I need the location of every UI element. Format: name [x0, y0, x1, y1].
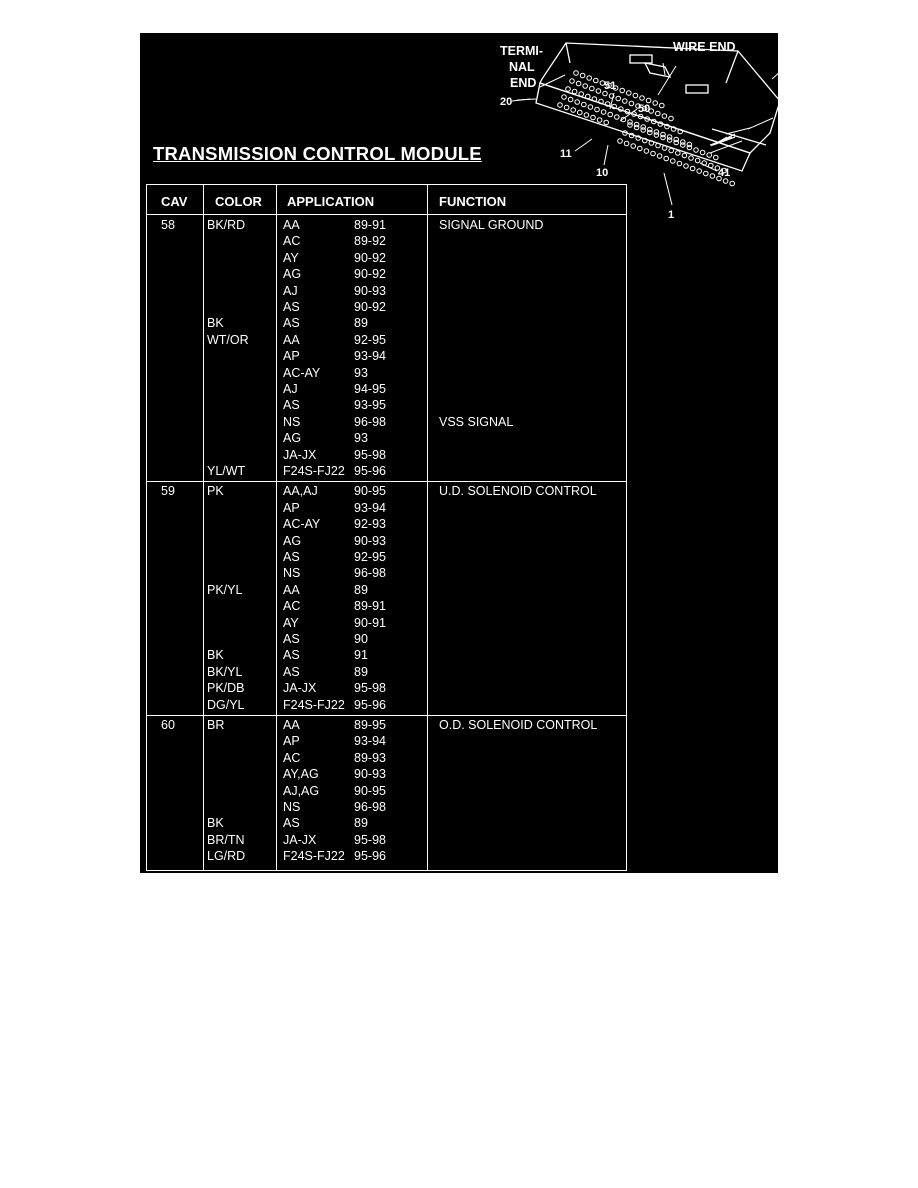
- model-years: 89-93: [354, 750, 386, 765]
- pin-dot: [687, 145, 692, 150]
- pin-dot: [634, 125, 639, 130]
- model-years: 95-98: [354, 447, 386, 462]
- application-code: JA-JX: [283, 447, 317, 462]
- wire-color: BK: [207, 316, 224, 331]
- pin-dot: [564, 105, 569, 110]
- wire-color: YL/WT: [207, 464, 246, 478]
- pin-label-50: 50: [638, 103, 651, 115]
- application-code: AS: [283, 648, 300, 663]
- pin-dot: [640, 96, 645, 101]
- pin-dot: [615, 115, 620, 120]
- pin-dot: [571, 108, 576, 113]
- wire-color: WT/OR: [207, 332, 249, 347]
- pin-dot: [664, 156, 669, 161]
- application-code: AC: [283, 599, 301, 614]
- application-code: AY,AG: [283, 767, 319, 782]
- model-years: 95-98: [354, 832, 386, 847]
- model-years: 90-92: [354, 300, 386, 314]
- wire-color: BK: [207, 816, 224, 831]
- model-years: 90-93: [354, 283, 386, 298]
- model-years: 89-91: [354, 218, 386, 232]
- wire-color: BR/TN: [207, 832, 245, 847]
- pin-label-41: 41: [718, 167, 731, 179]
- pin-dot: [558, 103, 563, 108]
- pin-dot: [700, 150, 705, 155]
- terminal-end-label-3: END: [510, 76, 537, 90]
- cav-number: 59: [161, 484, 175, 499]
- application-code: NS: [283, 566, 301, 581]
- model-years: 92-95: [354, 550, 386, 564]
- wire-color: PK/YL: [207, 582, 243, 597]
- model-years: 94-95: [354, 382, 386, 396]
- header-cav: CAV: [161, 194, 188, 209]
- pin-dot: [586, 94, 591, 99]
- column-divider: [427, 185, 428, 870]
- application-code: AS: [283, 398, 300, 413]
- model-years: 93-94: [354, 734, 386, 749]
- pin-dot: [631, 144, 636, 149]
- pin-dot: [648, 130, 653, 135]
- application-code: AJ,AG: [283, 783, 320, 798]
- pin-dot: [653, 101, 658, 106]
- page-title: TRANSMISSION CONTROL MODULE: [153, 143, 482, 164]
- model-years: 90-91: [354, 615, 386, 630]
- pin-dot: [651, 151, 656, 156]
- wire-color: BK: [207, 648, 224, 663]
- pin-dot: [590, 86, 595, 91]
- application-code: AA,AJ: [283, 484, 318, 499]
- pin-dot: [682, 153, 687, 158]
- pin-dot: [566, 87, 571, 92]
- pin-dot: [697, 169, 702, 174]
- pin-dot: [570, 79, 575, 84]
- pin-dot: [595, 107, 600, 112]
- model-years: 90-95: [354, 783, 386, 798]
- header-color: COLOR: [215, 194, 262, 209]
- pin-label-1: 1: [668, 209, 675, 221]
- pin-dot: [662, 114, 667, 119]
- application-code: AC-AY: [283, 517, 321, 532]
- model-years: 96-98: [354, 800, 386, 814]
- wire-color: BK/YL: [207, 664, 243, 679]
- model-years: 89-92: [354, 234, 386, 249]
- pin-dot: [618, 139, 623, 144]
- application-code: AY: [283, 250, 299, 265]
- pin-dot: [584, 113, 589, 118]
- model-years: 89: [354, 316, 368, 331]
- application-code: F24S-FJ22: [283, 464, 345, 478]
- pin-dot: [684, 164, 689, 169]
- pin-label-20: 20: [500, 96, 513, 108]
- pin-dot: [588, 105, 593, 110]
- pin-dot: [580, 73, 585, 78]
- wire-color: PK: [207, 484, 224, 499]
- pin-dot: [620, 88, 625, 93]
- pin-dot: [681, 143, 686, 148]
- header-function: FUNCTION: [439, 194, 507, 209]
- pin-dot: [582, 102, 587, 107]
- model-years: 95-96: [354, 697, 386, 712]
- group-divider: [147, 481, 626, 482]
- header-application: APPLICATION: [287, 194, 375, 209]
- model-years: 91: [354, 648, 368, 663]
- pin-dot: [583, 84, 588, 89]
- model-years: 93-94: [354, 500, 386, 515]
- model-years: 90: [354, 632, 368, 646]
- pin-dot: [604, 120, 609, 125]
- pin-dot: [690, 166, 695, 171]
- pin-dot: [562, 95, 567, 100]
- application-code: F24S-FJ22: [283, 849, 345, 864]
- cav-number: 58: [161, 218, 175, 232]
- pin-dot: [644, 149, 649, 154]
- model-years: 90-93: [354, 533, 386, 548]
- model-years: 92-95: [354, 332, 386, 347]
- pin-dot: [574, 71, 579, 76]
- model-years: 89: [354, 582, 368, 597]
- model-years: 90-92: [354, 250, 386, 265]
- pin-dot: [627, 91, 632, 96]
- model-years: 93: [354, 431, 368, 446]
- application-code: AS: [283, 550, 300, 564]
- pin-dot: [587, 76, 592, 81]
- pin-dot: [669, 116, 674, 121]
- pin-label-11: 11: [560, 148, 572, 160]
- application-code: NS: [283, 800, 301, 814]
- function-text: U.D. SOLENOID CONTROL: [439, 484, 597, 499]
- cav-number: 60: [161, 718, 175, 732]
- pin-dot: [597, 118, 602, 123]
- model-years: 90-95: [354, 484, 386, 499]
- model-years: 89: [354, 816, 368, 831]
- document-sheet: [140, 33, 778, 873]
- wire-color: PK/DB: [207, 681, 245, 696]
- pin-dot: [723, 179, 728, 184]
- pin-dot: [654, 133, 659, 138]
- pin-dot: [710, 174, 715, 179]
- application-code: AC-AY: [283, 365, 321, 380]
- pin-dot: [629, 101, 634, 106]
- group-divider: [147, 715, 626, 716]
- wire-color: DG/YL: [207, 697, 245, 712]
- application-code: JA-JX: [283, 832, 317, 847]
- application-code: AA: [283, 332, 300, 347]
- pin-dot: [596, 89, 601, 94]
- wire-color: BK/RD: [207, 218, 246, 232]
- application-code: AS: [283, 632, 300, 646]
- application-code: AG: [283, 267, 302, 282]
- application-code: AJ: [283, 382, 298, 396]
- application-code: AS: [283, 316, 300, 331]
- pin-dot: [624, 141, 629, 146]
- pin-dot: [677, 161, 682, 166]
- pin-dot: [657, 154, 662, 159]
- application-code: AA: [283, 582, 300, 597]
- pin-dot: [575, 100, 580, 105]
- application-code: AP: [283, 349, 300, 364]
- terminal-end-label-2: NAL: [509, 60, 535, 74]
- application-code: AC: [283, 234, 301, 249]
- model-years: 90-92: [354, 267, 386, 282]
- function-text: VSS SIGNAL: [439, 414, 514, 429]
- pin-dot: [730, 181, 735, 186]
- application-code: AC: [283, 750, 301, 765]
- pinout-table: [146, 184, 627, 871]
- model-years: 95-96: [354, 849, 386, 864]
- column-divider: [203, 185, 204, 870]
- pin-label-51: 51: [604, 80, 617, 92]
- pin-dot: [601, 110, 606, 115]
- terminal-end-label-1: TERMI-: [500, 44, 544, 58]
- pin-dot: [661, 135, 666, 140]
- pin-dot: [694, 148, 699, 153]
- pin-dot: [633, 93, 638, 98]
- model-years: 95-98: [354, 681, 386, 696]
- application-code: AY: [283, 615, 299, 630]
- application-code: NS: [283, 414, 301, 429]
- pin-dot: [714, 155, 719, 160]
- pin-dot: [676, 151, 681, 156]
- wire-end-label: WIRE END: [673, 40, 736, 54]
- wire-color: LG/RD: [207, 849, 246, 864]
- application-code: AS: [283, 816, 300, 831]
- application-code: AS: [283, 664, 300, 679]
- model-years: 93: [354, 365, 368, 380]
- pin-dot: [638, 146, 643, 151]
- model-years: 89-95: [354, 718, 386, 732]
- application-code: JA-JX: [283, 681, 317, 696]
- application-code: AG: [283, 431, 302, 446]
- pin-dot: [674, 140, 679, 145]
- pin-dot: [689, 156, 694, 161]
- column-divider: [276, 185, 277, 870]
- pin-dot: [616, 96, 621, 101]
- pin-dot: [628, 123, 633, 128]
- model-years: 89-91: [354, 599, 386, 614]
- pin-dot: [660, 103, 665, 108]
- pin-dot: [591, 115, 596, 120]
- connector-body-icon: [536, 43, 778, 171]
- application-code: AS: [283, 300, 300, 314]
- model-years: 92-93: [354, 517, 386, 532]
- model-years: 96-98: [354, 566, 386, 581]
- application-code: AA: [283, 218, 300, 232]
- model-years: 89: [354, 664, 368, 679]
- pin-dot: [669, 148, 674, 153]
- pin-dot: [572, 89, 577, 94]
- pin-dot: [667, 138, 672, 143]
- application-code: AG: [283, 533, 302, 548]
- model-years: 93-95: [354, 398, 386, 413]
- wire-color: BR: [207, 718, 225, 732]
- application-code: AP: [283, 734, 300, 749]
- pin-dot: [662, 146, 667, 151]
- pin-dot: [641, 128, 646, 133]
- pin-dot: [578, 110, 583, 115]
- pin-dot: [707, 153, 712, 158]
- pin-dot: [623, 99, 628, 104]
- function-text: O.D. SOLENOID CONTROL: [439, 718, 598, 732]
- application-code: AJ: [283, 283, 298, 298]
- header-divider: [147, 214, 626, 215]
- pin-dot: [704, 171, 709, 176]
- pin-dot: [671, 159, 676, 164]
- pin-dot: [656, 111, 661, 116]
- pin-label-10: 10: [596, 167, 609, 179]
- model-years: 96-98: [354, 414, 386, 429]
- model-years: 90-93: [354, 767, 386, 782]
- application-code: AP: [283, 500, 300, 515]
- pin-dot: [576, 81, 581, 86]
- application-code: AA: [283, 718, 300, 732]
- function-text: SIGNAL GROUND: [439, 218, 544, 232]
- pin-dot: [579, 92, 584, 97]
- application-code: F24S-FJ22: [283, 697, 345, 712]
- pin-dot: [695, 158, 700, 163]
- pin-dot: [568, 97, 573, 102]
- model-years: 93-94: [354, 349, 386, 364]
- pin-dot: [594, 78, 599, 83]
- pin-dot: [608, 112, 613, 117]
- model-years: 95-96: [354, 464, 386, 478]
